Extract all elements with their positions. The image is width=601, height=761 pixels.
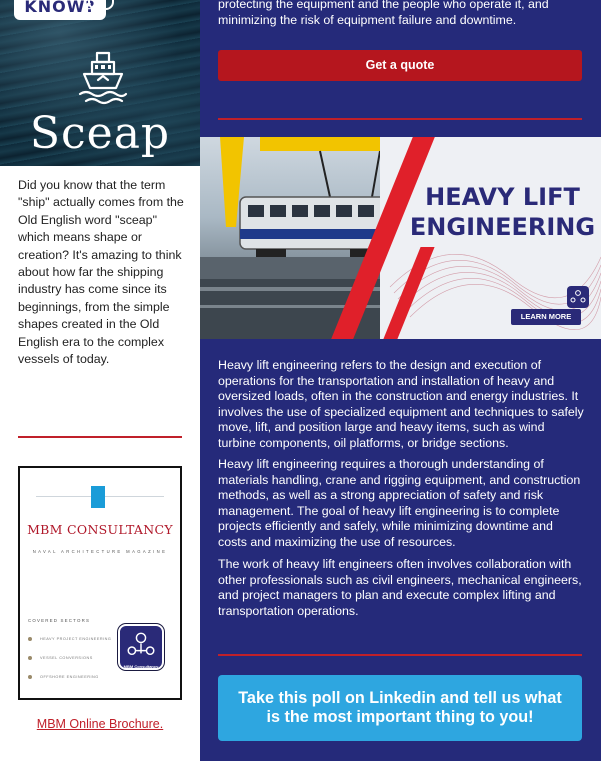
- paragraph: Heavy lift engineering refers to the design and execution of operations for the transportation and installation of heavy and oversized loads, often in the construction and energy industries. It involves the use of specialized equipment and techniques to safely move, lift, and position large and heavy items, such as wind turbine components, oil platforms, or bridge sections.: [218, 358, 584, 450]
- learn-more-button[interactable]: LEARN MORE: [511, 309, 581, 325]
- left-column: [0, 0, 200, 761]
- sceap-wordmark: Sceap: [29, 108, 171, 159]
- sector-item: OFFSHORE ENGINEERING: [28, 675, 99, 679]
- brochure-title: MBM CONSULTANCY: [27, 522, 173, 537]
- heavy-lift-banner[interactable]: [200, 137, 601, 339]
- bullet-icon: [28, 675, 32, 679]
- brochure-subtitle: NAVAL ARCHITECTURE MAGAZINE: [32, 549, 168, 554]
- divider: [218, 654, 582, 656]
- cover-accent-block: [91, 486, 105, 508]
- linkedin-poll-button[interactable]: Take this poll on Linkedin and tell us what is the most important thing to you!: [218, 675, 582, 741]
- get-quote-button[interactable]: Get a quote: [218, 50, 582, 81]
- brochure-cover-image[interactable]: [18, 466, 182, 700]
- did-you-know-badge: KNOW?: [14, 0, 106, 20]
- logo-caption: MBM Consultancy: [123, 664, 159, 669]
- divider: [18, 436, 182, 438]
- did-you-know-fact: Did you know that the term "ship" actually comes from the Old English word "sceap" which means shape or creation? It's amazing to think about how far the shipping industry has come since its beginnings, from the simple shapes created in the Old English era to the complex vessels of today.: [18, 178, 184, 367]
- ship-icon: [78, 50, 128, 106]
- divider: [218, 118, 582, 120]
- sector-item: HEAVY PROJECT ENGINEERING: [28, 637, 111, 641]
- covered-sectors-heading: COVERED SECTORS: [28, 618, 91, 623]
- brochure-link[interactable]: MBM Online Brochure.: [36, 717, 164, 731]
- sceap-hero-image: [0, 0, 200, 166]
- bullet-icon: [28, 637, 32, 641]
- paragraph: Heavy lift engineering requires a thorough understanding of materials handling, crane and rigging equipment, and construction methods, as well as a strong appreciation of safety and risk management. The goal of heavy lift engineering is to complete projects efficiently and safely, while minimizing downtime and costs and maximizing the use of resources.: [218, 457, 581, 549]
- speech-bubble-icon: [88, 0, 114, 10]
- intro-text: protecting the equipment and the people who operate it, and minimizing the risk of equipment failure and downtime.: [218, 0, 549, 27]
- mbm-logo-icon: [567, 286, 589, 308]
- banner-title: HEAVY LIFT ENGINEERING: [409, 183, 596, 241]
- sector-item: VESSEL CONVERSIONS: [28, 656, 93, 660]
- main-column: [200, 0, 601, 761]
- bullet-icon: [28, 656, 32, 660]
- paragraph: The work of heavy lift engineers often involves collaboration with other professionals such as civil engineers, mechanical engineers, and project managers to plan and execute complex lifting and transportation operations.: [218, 557, 582, 618]
